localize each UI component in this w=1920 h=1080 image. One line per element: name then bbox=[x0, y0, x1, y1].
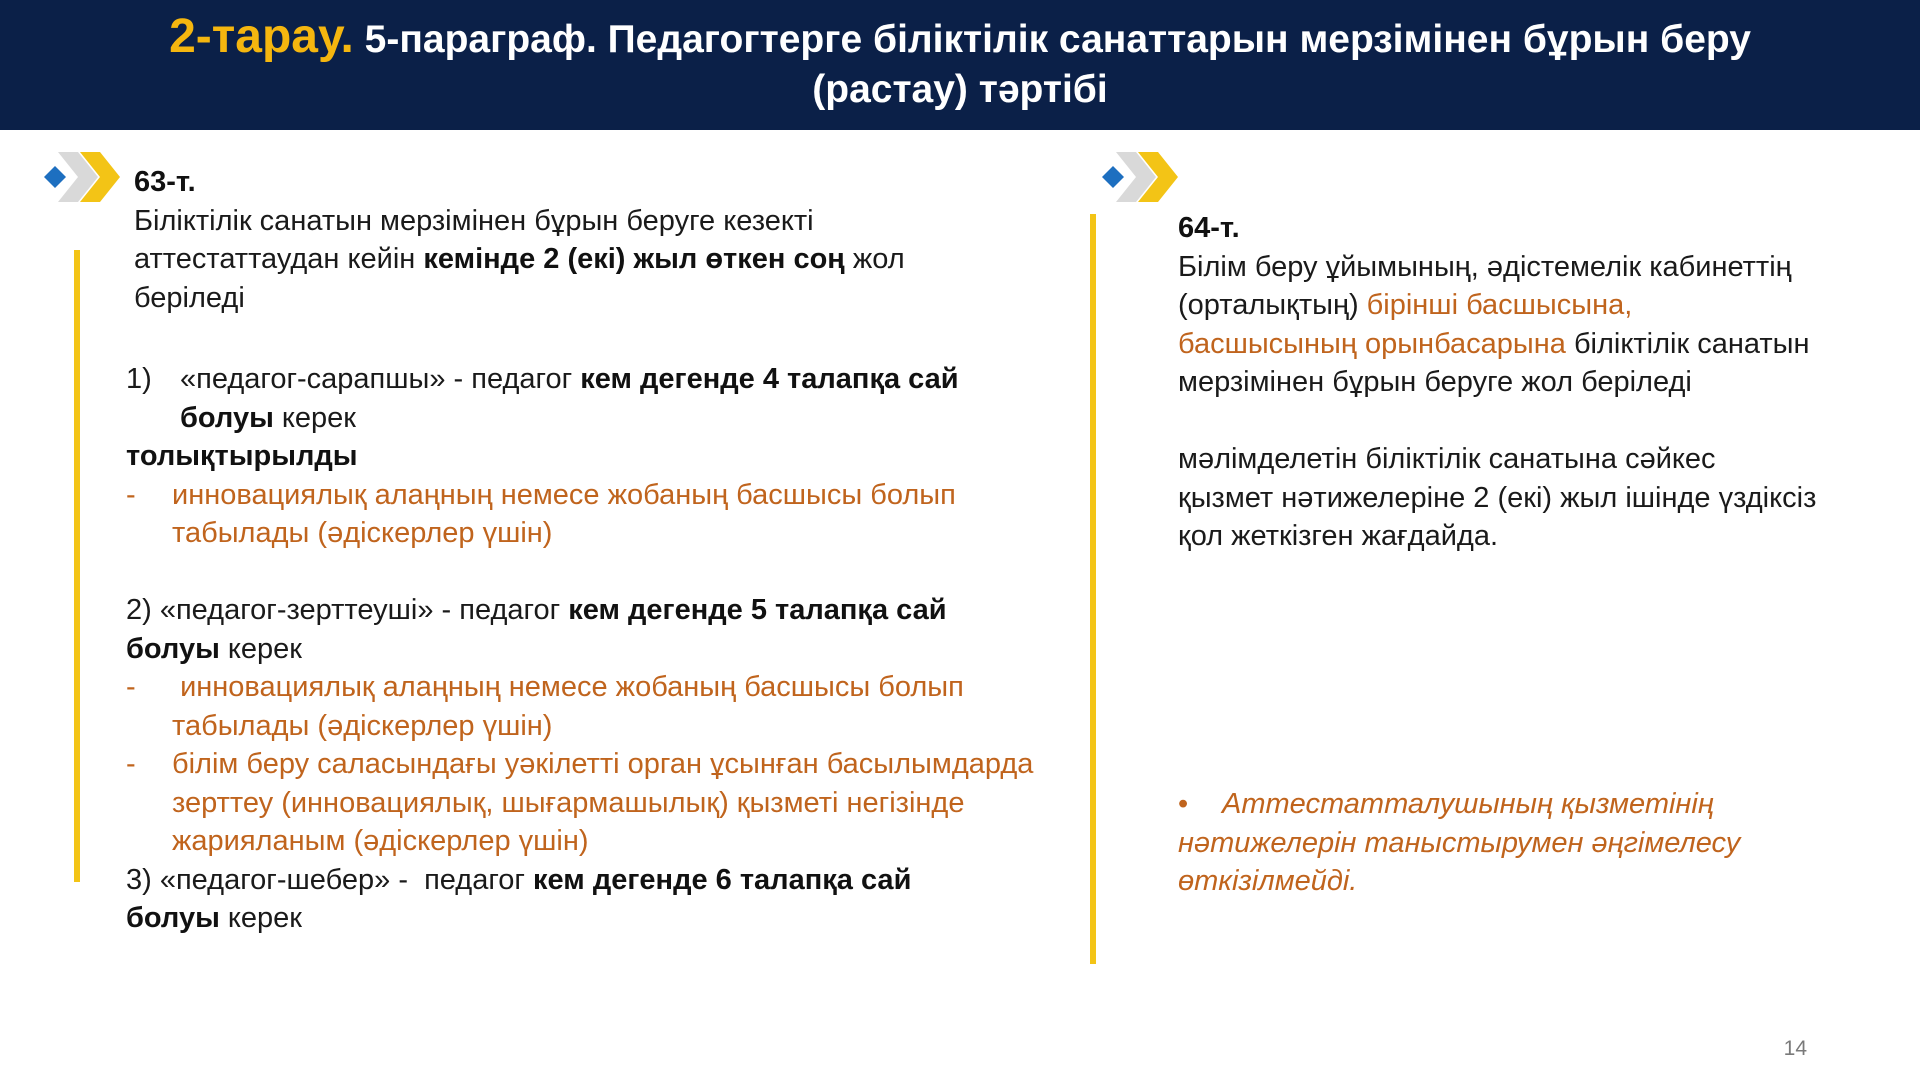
title-line-2: (растау) тәртібі bbox=[812, 68, 1108, 111]
list-item-expert: 1) «педагог-сарапшы» - педагог кем дегенде 4 талапқа сай болуы керек bbox=[126, 363, 959, 434]
chevron-arrows-icon bbox=[1102, 152, 1192, 202]
diamond-blue-shape bbox=[44, 166, 66, 188]
bullet-marker: • bbox=[1178, 788, 1189, 820]
list-subitem: - инновациялық алаңның немесе жобаның басшысы болып табылады (әдіскерлер үшін) bbox=[126, 478, 956, 549]
list-item-master: 3) «педагог-шебер» - педагог кем дегенде 6 талапқа сай болуы керек bbox=[126, 863, 912, 934]
list-item-researcher: 2) «педагог-зерттеуші» - педагог кем дегенде 5 талапқа сай болуы керек bbox=[126, 594, 947, 665]
orange-highlight: бірінші басшысына, басшысының орынбасарына bbox=[1178, 289, 1633, 360]
bullet-text: Аттестатталушының қызметінің нәтижелерін таныстырумен әңгімелесу өткізілмейді. bbox=[1178, 788, 1741, 897]
page-number: 14 bbox=[1783, 1037, 1807, 1060]
title-line-1: 5-параграф. Педагогтерге біліктілік санаттарын мерзімінен бұрын беру bbox=[364, 18, 1751, 61]
right-accent-bar bbox=[1090, 214, 1096, 964]
title-banner bbox=[0, 0, 1920, 130]
article-64-text: Білім беру ұйымының, әдістемелік кабинеттің (орталықтың) бірінші басшысына, басшысының орынбасарына біліктілік санатын мерзімінен бұрын беруге жол беріледі bbox=[1178, 250, 1810, 398]
article-63-text: Біліктілік санатын мерзімінен бұрын беруге кезекті аттестаттаудан кейін кемінде 2 (екі) жыл өткен соң жол беріледі bbox=[134, 204, 905, 314]
chapter-label: 2-тарау. bbox=[169, 10, 354, 63]
list-subitem: - инновациялық алаңның немесе жобаның басшысы болып табылады (әдіскерлер үшін) bbox=[126, 671, 972, 742]
left-accent-bar bbox=[74, 250, 80, 882]
diamond-blue-shape bbox=[1102, 166, 1124, 188]
page-title bbox=[40, 12, 1880, 65]
article-63-number: 63-т. bbox=[134, 166, 196, 198]
article-63-list bbox=[126, 360, 1056, 938]
intro-emphasis: кемінде 2 (екі) жыл өткен соң bbox=[423, 243, 845, 275]
supplement-label: толықтырылды bbox=[126, 440, 358, 472]
article-64-number: 64-т. bbox=[1178, 212, 1240, 244]
note-bullet bbox=[1178, 785, 1818, 901]
chevron-arrows-icon bbox=[44, 152, 134, 202]
article-64-condition: мәлімделетін біліктілік санатына сәйкес қызмет нәтижелеріне 2 (екі) жыл ішінде үздіксіз қол жеткізген жағдайда. bbox=[1178, 443, 1817, 552]
article-63-intro bbox=[134, 163, 994, 317]
list-subitem: - білім беру саласындағы уәкілетті орган ұсынған басылымдарда зерттеу (инновациялық, шығармашылық) қызметі негізінде жарияланым (әдіскерлер үшін) bbox=[126, 748, 1034, 857]
article-64 bbox=[1178, 209, 1818, 556]
